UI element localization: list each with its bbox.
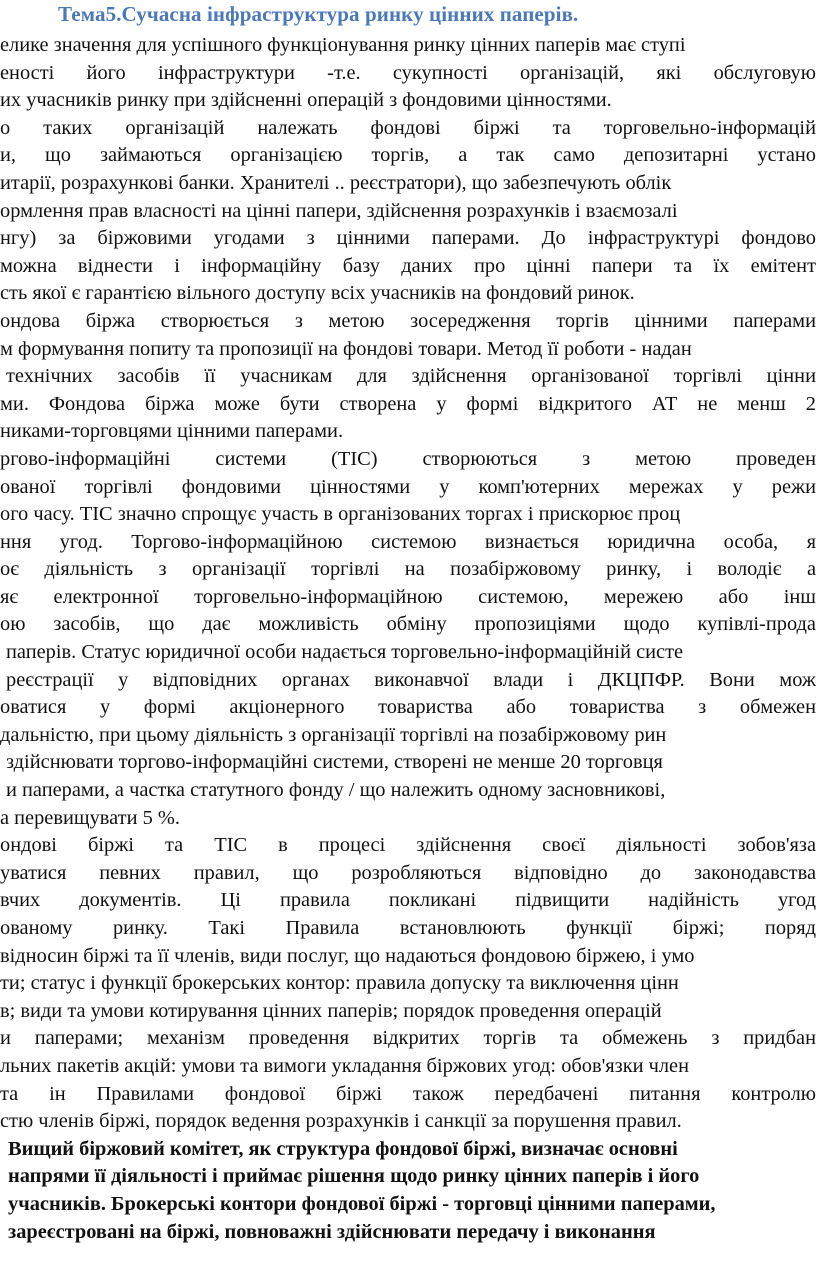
text-line: оватися у формі акціонерного товариства або товариства з обмежен — [0, 696, 816, 719]
text-line: ормлення прав власності на цінні папери, здійснення розрахунків і взаємозалі — [0, 199, 678, 222]
text-line: елике значення для успішного функціонування ринку цінних паперів має ступі — [0, 34, 686, 56]
text-line: реєстрації у відповідних органах виконавчої влади і ДКЦПФР. Вони мож — [6, 668, 816, 691]
text-line: и паперами; механізм проведення відкритих торгів та обмежень з придбан — [0, 1027, 816, 1050]
text-line: их учасників ринку при здійсненні операцій з фондовими цінностями. — [0, 89, 612, 112]
text-line: яє електронної торговельно-інформаційною системою, мережею або інш — [0, 585, 816, 608]
text-line: вчих документів. Ці правила покликані підвищити надійність угод — [0, 889, 816, 912]
text-line: льних пакетів акцій: умови та вимоги укладання біржових угод: обов'язки член — [0, 1054, 689, 1077]
text-line: учасників. Брокерські контори фондової біржі - торговці цінними паперами, — [8, 1192, 716, 1215]
text-line: можна віднести і інформаційну базу даних про цінні папери та їх емітент — [0, 254, 816, 277]
text-line: паперів. Статус юридичної особи надається торговельно-інформаційній систе — [6, 641, 684, 664]
text-line: ргово-інформаційні системи (ТІС) створюються з метою проведен — [0, 447, 816, 470]
text-line: в; види та умови котирування цінних паперів; порядок проведення операцій — [0, 999, 662, 1022]
text-line: стю членів біржі, порядок ведення розрахунків і санкції за порушення правил. — [0, 1110, 682, 1133]
text-line: нгу) за біржовими угодами з цінними паперами. До інфраструктурі фондово — [0, 227, 816, 250]
document-body — [0, 32, 816, 1283]
text-line: о таких організацій належать фондові біржі та торговельно-інформацій — [0, 116, 816, 139]
text-line: Вищий біржовий комітет, як структура фондової біржі, визначає основні — [8, 1137, 678, 1160]
text-line: ованому ринку. Такі Правила встановлюють функції біржі; поряд — [0, 917, 816, 939]
text-line: ого часу. ТІС значно спрощує участь в організованих торгах і прискорює проц — [0, 503, 681, 526]
text-line: и паперами, а частка статутного фонду / що належить одному засновникові, — [6, 779, 666, 802]
text-line: технічних засобів її учасникам для здійснення організованої торгівлі цінни — [6, 365, 816, 388]
text-line: а перевищувати 5 %. — [0, 806, 180, 829]
text-line: оє діяльність з організації торгівлі на позабіржовому ринку, і володіє а — [0, 558, 816, 581]
text-line: та ін Правилами фондової біржі також передбачені питання контролю — [0, 1082, 816, 1105]
text-line: м формування попиту та пропозиції на фондові товари. Метод її роботи - надан — [0, 337, 692, 360]
text-line: еності його інфраструктури -т.е. сукупності організацій, які обслуговую — [0, 61, 816, 84]
text-line: відносин біржі та її членів, види послуг, що надаються фондовою біржею, і умо — [0, 944, 695, 967]
text-line: ондові біржі та ТІС в процесі здійснення своєї діяльності зобов'яза — [0, 834, 816, 857]
text-line: напрями її діяльності і приймає рішення щодо ринку цінних паперів і його — [8, 1165, 700, 1188]
text-line: ованої торгівлі фондовими цінностями у комп'ютерних мережах у режи — [0, 475, 816, 498]
text-line: сть якої є гарантією вільного доступу всіх учасників на фондовий ринок. — [0, 282, 635, 305]
text-line: никами-торговцями цінними паперами. — [0, 420, 344, 443]
text-line: ння угод. Торгово-інформаційною системою визнається юридична особа, я — [0, 530, 816, 553]
text-line: ондова біржа створюється з метою зосередження торгів цінними паперами — [0, 309, 816, 332]
text-line: дальністю, при цьому діяльність з організації торгівлі на позабіржовому рин — [0, 723, 667, 746]
text-line: итарії, розрахункові банки. Хранителі .. реєстратори), що забезпечують облік — [0, 171, 672, 194]
text-line: зареєстровані на біржі, повноважні здійснювати передачу і виконання — [8, 1220, 656, 1243]
text-line: ою засобів, що дає можливість обміну пропозиціями щодо купівлі-прода — [0, 613, 816, 636]
text-line: здійснювати торгово-інформаційні системи, створені не менше 20 торговця — [6, 751, 663, 774]
text-line: ти; статус і функції брокерських контор: правила допуску та виключення цінн — [0, 972, 679, 995]
document-title-bar — [0, 2, 816, 32]
text-line: и, що займаються організацією торгів, а так само депозитарні устано — [0, 144, 816, 167]
text-line: уватися певних правил, що розробляються відповідно до законодавства — [0, 861, 816, 884]
text-line: ми. Фондова біржа може бути створена у формі відкритого АТ не менш 2 — [0, 392, 816, 415]
document-title: Тема5.Сучасна інфраструктура ринку цінних паперів. — [58, 2, 579, 26]
